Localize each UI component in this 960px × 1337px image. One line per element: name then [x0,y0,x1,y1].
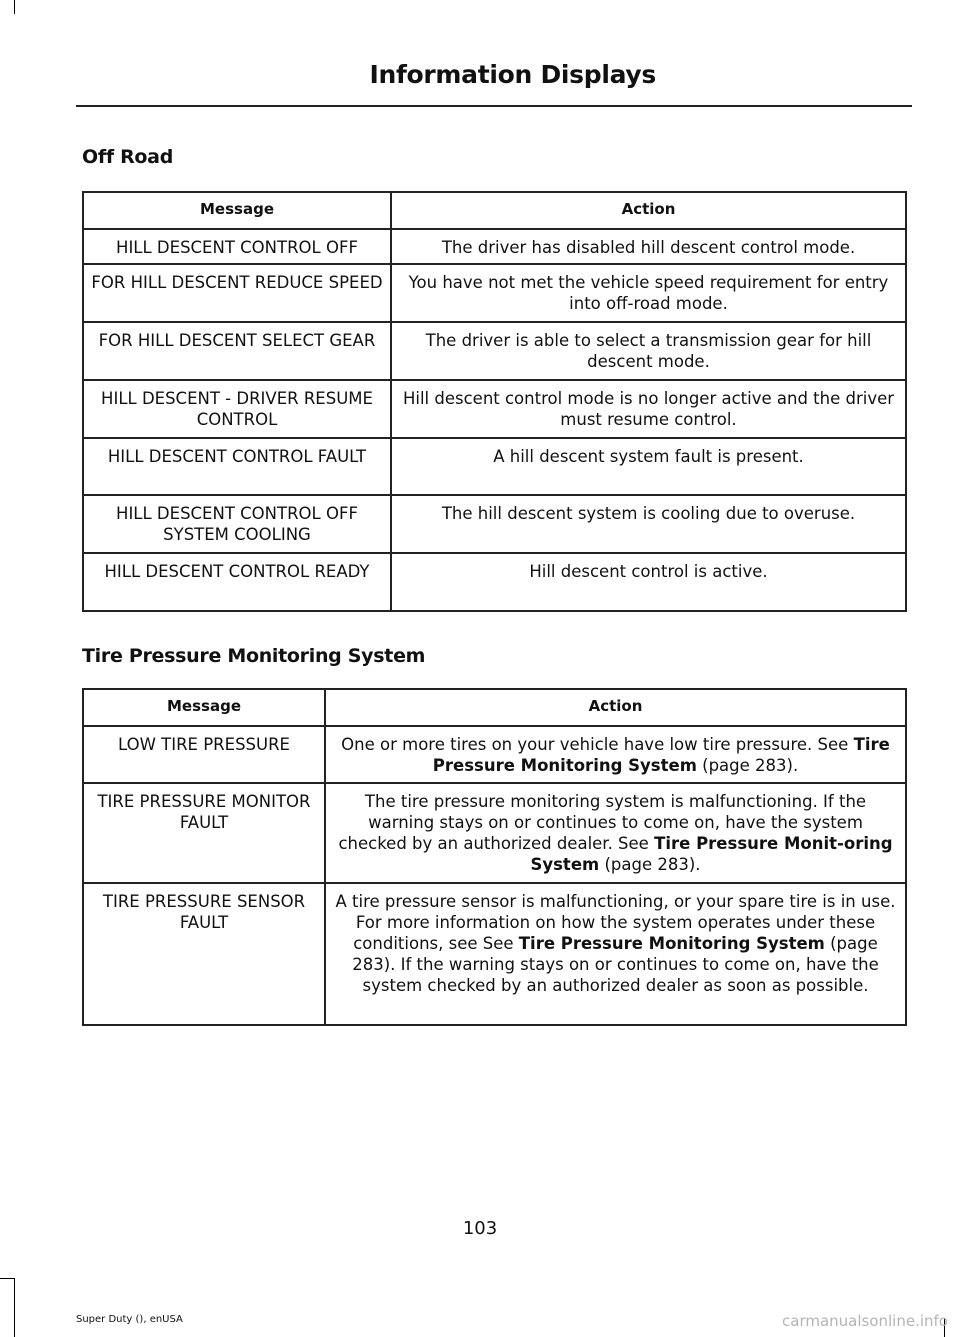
action-text: The tire pressure monitoring system is malfunctioning. If the warning stays on or continues to come on, have the system checked by an authorized dealer. See [338,792,867,853]
message-cell: TIRE PRESSURE SENSOR FAULT [83,883,325,1025]
action-cell [325,783,906,883]
message-cell: HILL DESCENT CONTROL FAULT [83,438,391,495]
watermark: carmanualsonline.info [782,1312,948,1330]
title-rule [76,105,912,107]
action-cell: The driver has disabled hill descent control mode. [391,229,906,264]
message-cell: FOR HILL DESCENT SELECT GEAR [83,322,391,380]
cross-reference-link[interactable]: Tire Pressure Monitoring System [518,934,825,953]
action-text-continued: (page 283). If the warning stays on or continues to come on, have the system checked by an authorized dealer as soon as possible. [352,934,879,995]
footer-edition: Super Duty (), enUSA [76,1314,183,1325]
table-row [83,380,906,438]
table-row [83,553,906,611]
table-row [83,322,906,380]
crop-mark-bottom-left [14,1278,15,1337]
off-road-table [82,191,907,612]
message-cell: HILL DESCENT CONTROL OFF [83,229,391,264]
page-number: 103 [462,1218,498,1239]
off-road-heading: Off Road [82,146,174,168]
message-cell: HILL DESCENT CONTROL OFF SYSTEM COOLING [83,495,391,553]
message-cell: FOR HILL DESCENT REDUCE SPEED [83,264,391,322]
message-cell: LOW TIRE PRESSURE [83,726,325,783]
message-cell: HILL DESCENT - DRIVER RESUME CONTROL [83,380,391,438]
table-row [83,495,906,553]
column-header-message: Message [83,192,391,229]
action-cell: Hill descent control is active. [391,553,906,611]
table-row [83,883,906,1025]
table-row [83,229,906,264]
action-cell: The driver is able to select a transmission gear for hill descent mode. [391,322,906,380]
table-row [83,438,906,495]
action-text: A tire pressure sensor is malfunctioning, or your spare tire is in use. For more information on how the system operates under these conditions, see See [335,892,896,953]
table-header-row [83,689,906,726]
table-header-row [83,192,906,229]
page-reference: (page 283). [696,756,799,775]
column-header-action: Action [391,192,906,229]
action-text: One or more tires on your vehicle have low tire pressure. See [341,735,849,754]
page-reference: (page 283). [599,855,701,874]
action-cell: The hill descent system is cooling due to overuse. [391,495,906,553]
message-cell: HILL DESCENT CONTROL READY [83,553,391,611]
column-header-action: Action [325,689,906,726]
crop-mark-top-left-vertical [14,0,15,14]
cross-reference-link[interactable]: Tire Pressure Monitoring System [432,735,890,775]
tpms-heading: Tire Pressure Monitoring System [82,645,426,667]
column-header-message: Message [83,689,325,726]
action-cell: A hill descent system fault is present. [391,438,906,495]
action-cell [325,883,906,1025]
table-row [83,726,906,783]
page-title: Information Displays [369,60,656,89]
action-cell [325,726,906,783]
message-cell: TIRE PRESSURE MONITOR FAULT [83,783,325,883]
table-row [83,264,906,322]
cross-reference-link[interactable]: Tire Pressure Monit-oring System [530,834,893,874]
tpms-table [82,688,907,1026]
action-cell: You have not met the vehicle speed requirement for entry into off-road mode. [391,264,906,322]
crop-mark-bottom-left-cap [0,1278,14,1279]
table-row [83,783,906,883]
action-cell: Hill descent control mode is no longer active and the driver must resume control. [391,380,906,438]
